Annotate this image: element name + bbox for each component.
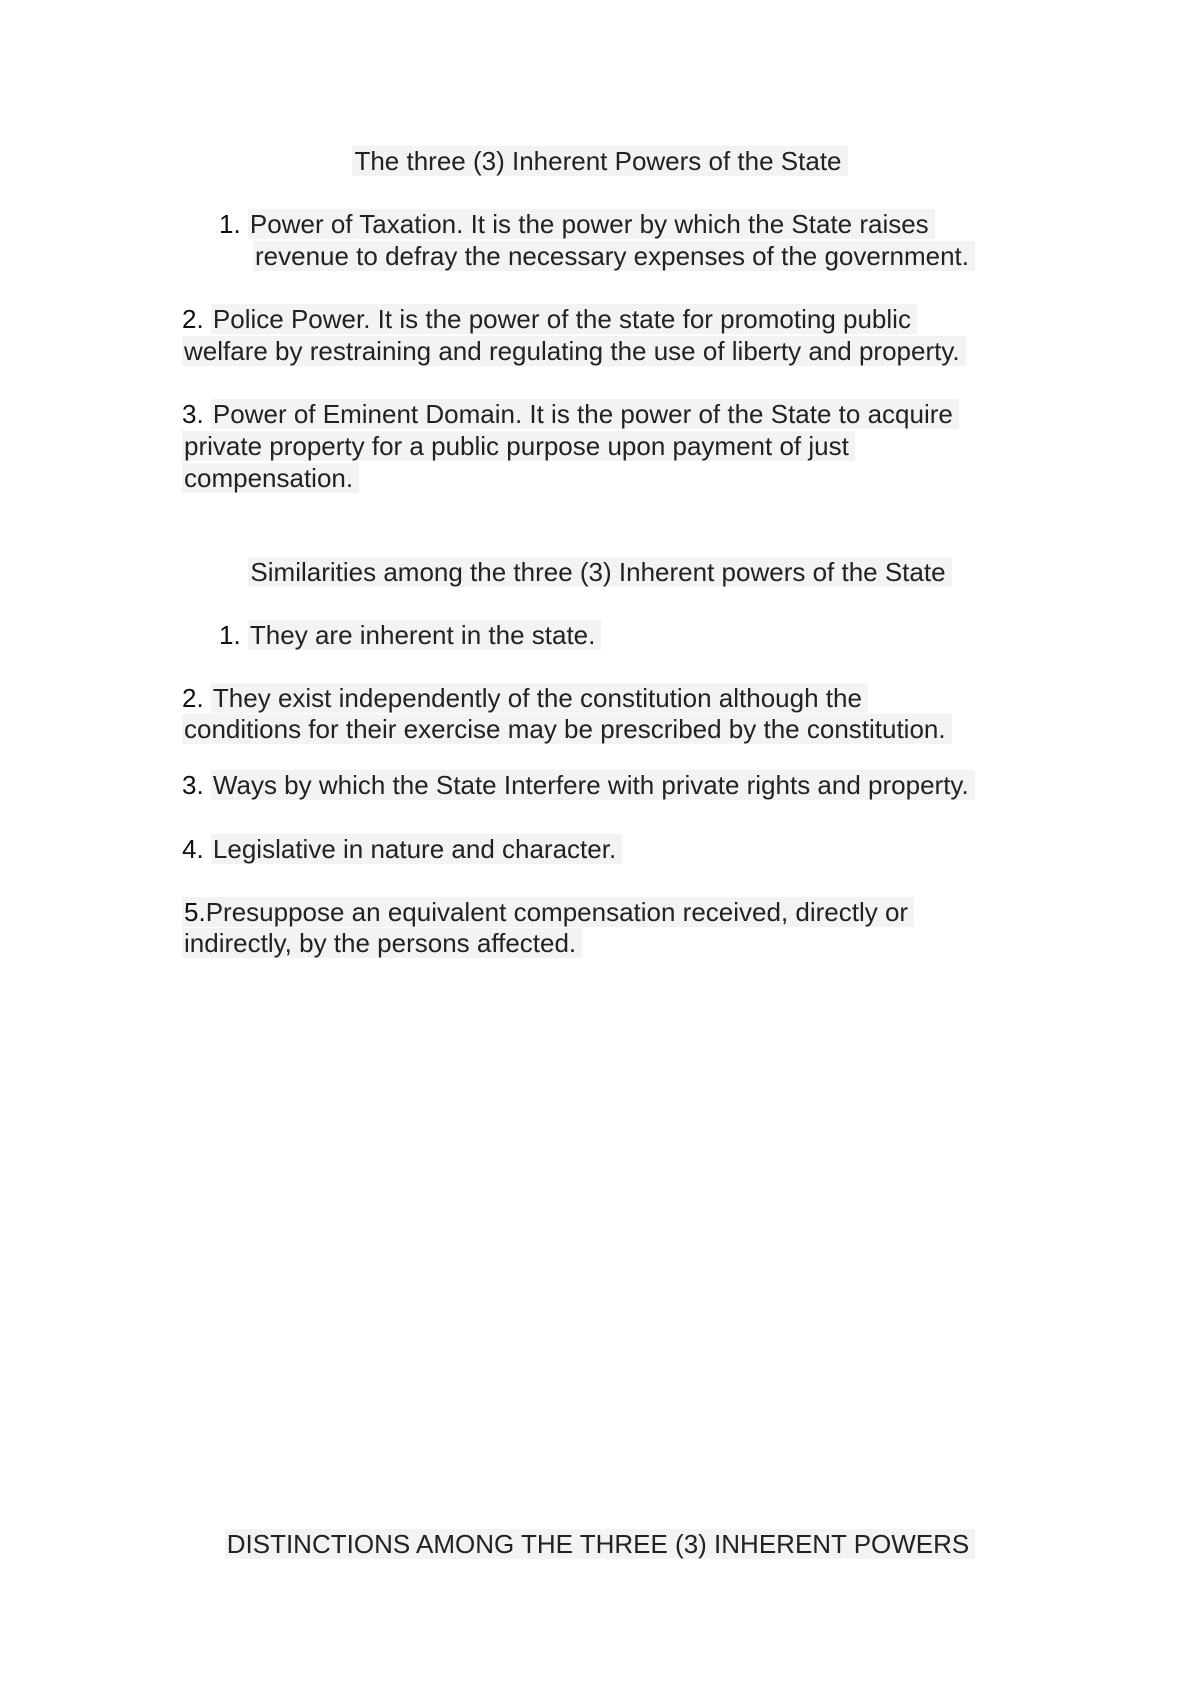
similarity-item <box>182 833 622 865</box>
power-item-eminent-domain <box>182 398 959 430</box>
list-number: 2. <box>182 683 204 713</box>
list-number: 2. <box>182 304 204 334</box>
similarity-item-continuation: conditions for their exercise may be prescribed by the constitution. <box>182 713 952 745</box>
list-item-text: Police Power. It is the power of the state for promoting public <box>211 304 917 334</box>
list-item-text: Legislative in nature and character. <box>211 834 622 864</box>
list-item-text: Power of Taxation. It is the power by which the State raises <box>248 209 935 239</box>
list-item-text: They exist independently of the constitution although the <box>211 683 868 713</box>
similarity-item <box>182 769 975 801</box>
list-number: 1. <box>219 620 241 650</box>
similarity-item <box>182 896 914 928</box>
list-item-text: Power of Eminent Domain. It is the power of the State to acquire <box>211 399 959 429</box>
distinctions-heading: DISTINCTIONS AMONG THE THREE (3) INHERENT POWERS <box>0 1528 1200 1560</box>
power-item-police <box>182 303 917 335</box>
power-item-taxation-continuation: revenue to defray the necessary expenses of the government. <box>253 240 975 272</box>
list-number: 4. <box>182 834 204 864</box>
power-item-eminent-domain-continuation: compensation. <box>182 462 359 494</box>
power-item-taxation <box>219 208 935 240</box>
list-number: 5. <box>184 897 206 927</box>
similarity-item <box>219 619 601 651</box>
similarities-heading: Similarities among the three (3) Inherent powers of the State <box>0 556 1200 588</box>
list-item-text: They are inherent in the state. <box>248 620 601 650</box>
document-title: The three (3) Inherent Powers of the State <box>0 145 1200 177</box>
similarity-item <box>182 682 868 714</box>
list-number: 1. <box>219 209 241 239</box>
list-number: 3. <box>182 770 204 800</box>
similarity-item-continuation: indirectly, by the persons affected. <box>182 927 582 959</box>
power-item-eminent-domain-continuation: private property for a public purpose upon payment of just <box>182 430 855 462</box>
list-item-text: Ways by which the State Interfere with private rights and property. <box>211 770 975 800</box>
power-item-police-continuation: welfare by restraining and regulating the use of liberty and property. <box>182 335 966 367</box>
list-number: 3. <box>182 399 204 429</box>
list-item-text: 5.Presuppose an equivalent compensation received, directly or <box>182 897 914 927</box>
